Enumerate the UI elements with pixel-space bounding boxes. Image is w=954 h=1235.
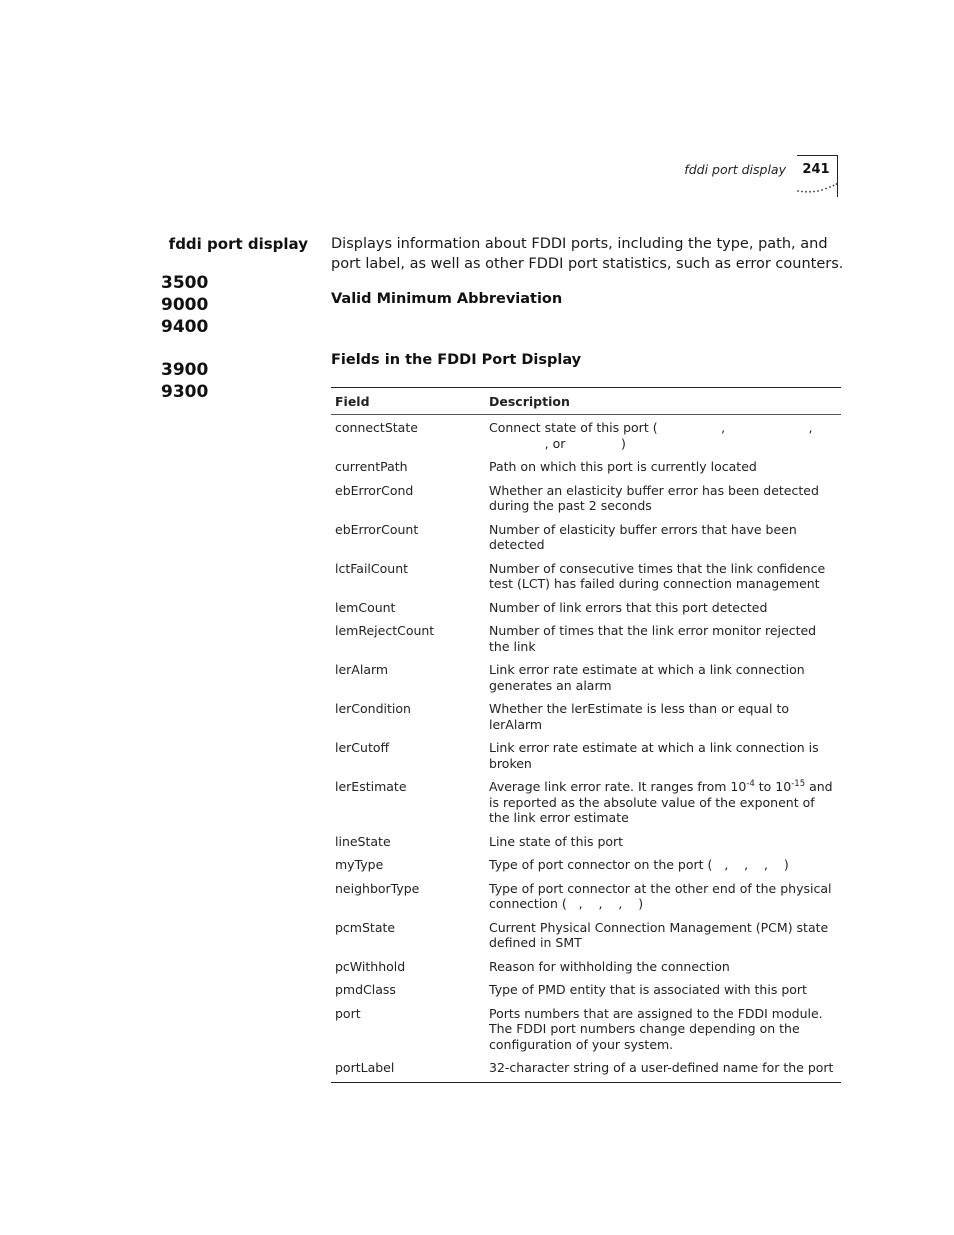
exponent: -4	[746, 778, 755, 789]
field-description-cell: Number of link errors that this port detected	[489, 599, 768, 615]
description-text: to 10	[754, 779, 792, 794]
field-name-cell: connectState	[335, 420, 418, 435]
platform-label: 9400	[161, 317, 209, 337]
page-number: 241	[802, 162, 830, 177]
field-name-cell: ebErrorCond	[335, 482, 414, 498]
field-name-cell: lerCondition	[335, 701, 411, 716]
fields-table-container	[331, 387, 841, 1083]
table-row	[331, 457, 841, 481]
table-row	[331, 481, 841, 520]
platform-label: 3500	[161, 273, 209, 293]
column-header-description: Description	[489, 393, 570, 409]
description-text: and is reported as the absolute value of the exponent of the link error estimate	[489, 779, 833, 825]
field-description-cell: Type of PMD entity that is associated with this port	[489, 982, 807, 997]
table-row	[331, 1004, 841, 1059]
field-description-cell: Type of port connector on the port ( , , , )	[489, 857, 789, 872]
field-description-cell: Link error rate estimate at which a link connection is broken	[489, 740, 823, 771]
field-description-cell: Whether an elasticity buffer error has been detected during the past 2 seconds	[489, 482, 823, 513]
field-description-cell: Number of consecutive times that the link confidence test (LCT) has failed during connection management	[489, 560, 830, 591]
table-row	[331, 918, 841, 957]
field-description-cell: Link error rate estimate at which a link connection generates an alarm	[489, 662, 809, 693]
field-description-cell: Number of elasticity buffer errors that have been detected	[489, 521, 801, 552]
decorative-dots-icon	[796, 180, 840, 194]
field-name-cell: currentPath	[335, 459, 408, 474]
field-description-cell: Reason for withholding the connection	[489, 958, 730, 974]
heading-abbreviation: Valid Minimum Abbreviation	[331, 291, 563, 307]
platform-label: 3900	[161, 360, 209, 380]
field-description-cell: Line state of this port	[489, 833, 624, 849]
field-name-cell: pcWithhold	[335, 958, 406, 974]
field-description-cell: Number of times that the link error monitor rejected the link	[489, 623, 821, 654]
field-name-cell: lerEstimate	[335, 779, 407, 794]
table-row	[331, 415, 841, 458]
field-name-cell: neighborType	[335, 880, 420, 896]
field-name-cell: lerCutoff	[335, 740, 390, 755]
table-body	[331, 415, 841, 1083]
fields-table	[331, 387, 841, 1083]
table-row	[331, 957, 841, 981]
field-description-cell: Type of port connector at the other end of the physical connection ( , , , )	[489, 880, 836, 911]
field-description-cell: 32-character string of a user-defined name for the port	[489, 1060, 834, 1075]
table-row	[331, 559, 841, 598]
field-name-cell: pmdClass	[335, 982, 396, 997]
field-name-cell: lctFailCount	[335, 560, 409, 576]
table-row	[331, 738, 841, 777]
table-row	[331, 660, 841, 699]
exponent: -15	[791, 778, 806, 789]
table-row	[331, 699, 841, 738]
column-header-field: Field	[335, 393, 370, 409]
platform-label: 9000	[161, 295, 209, 315]
platform-label: 9300	[161, 382, 209, 402]
field-name-cell: lemCount	[335, 599, 396, 615]
field-description-cell: Connect state of this port ( , , , or )	[489, 420, 813, 451]
field-description-cell: Whether the lerEstimate is less than or equal to lerAlarm	[489, 701, 794, 732]
field-name-cell: lemRejectCount	[335, 623, 435, 638]
table-row	[331, 621, 841, 660]
field-description-cell	[485, 777, 841, 832]
table-row	[331, 598, 841, 622]
table-row	[331, 520, 841, 559]
intro-paragraph: Displays information about FDDI ports, including the type, path, and port label, as well as other FDDI port statistics, such as error counters.	[331, 236, 844, 272]
field-description-cell: Ports numbers that are assigned to the FDDI module. The FDDI port numbers change depending on the configuration of your system.	[489, 1005, 827, 1052]
table-row	[331, 1058, 841, 1082]
heading-fields: Fields in the FDDI Port Display	[331, 352, 582, 368]
description-text: Average link error rate. It ranges from 10	[489, 779, 747, 794]
field-name-cell: lineState	[335, 833, 391, 849]
running-head-title: fddi port display	[684, 162, 786, 177]
field-name-cell: lerAlarm	[335, 662, 389, 677]
field-description-cell: Current Physical Connection Management (PCM) state defined in SMT	[489, 919, 833, 950]
table-row	[331, 879, 841, 918]
field-name-cell: ebErrorCount	[335, 521, 419, 537]
field-description-cell: Path on which this port is currently located	[489, 459, 757, 474]
table-header-row	[331, 388, 841, 415]
table-row	[331, 777, 841, 832]
field-name-cell: myType	[335, 857, 384, 872]
table-row	[331, 855, 841, 879]
field-name-cell: portLabel	[335, 1060, 395, 1075]
field-name-cell: pcmState	[335, 919, 396, 935]
field-name-cell: port	[335, 1005, 361, 1021]
table-row	[331, 980, 841, 1004]
table-row	[331, 832, 841, 856]
section-title: fddi port display	[168, 235, 308, 253]
